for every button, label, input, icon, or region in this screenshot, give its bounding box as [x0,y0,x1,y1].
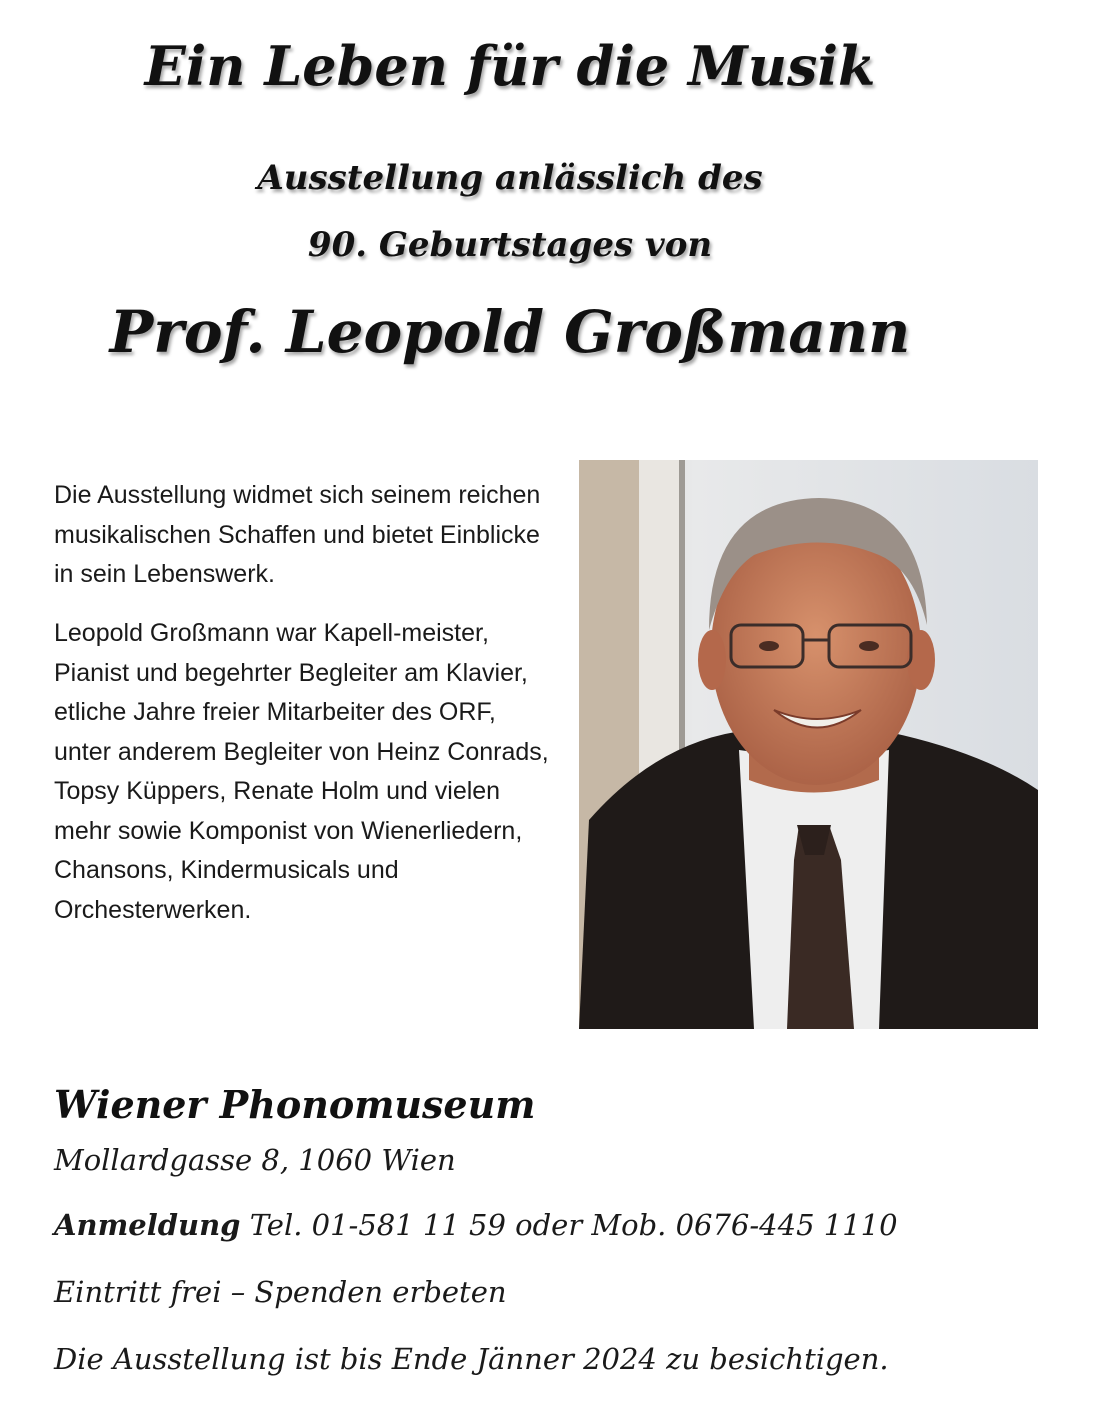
museum-address: Mollardgasse 8, 1060 Wien [54,1143,456,1177]
biography-paragraph: Leopold Großmann war Kapell-meister, Pianist und begehrter Begleiter am Klavier, etliche Jahre freier Mitarbeiter des ORF, unter anderem Begleiter von Heinz Conrads, Topsy Küppers, Renate Holm und vielen mehr sowie Komponist von Wienerliedern, Chansons, Kindermusicals und Orchesterwerken. [54,619,549,924]
subtitle-line-1: Ausstellung anlässlich des [257,158,763,198]
subtitle-line-2: 90. Geburtstages von [307,225,713,265]
registration-details: Tel. 01-581 11 59 oder Mob. 0676-445 1110 [249,1208,898,1242]
museum-name: Wiener Phonomuseum [54,1082,536,1127]
registration-line [54,1208,898,1242]
admission-info: Eintritt frei – Spenden erbeten [54,1275,507,1309]
page-title: Ein Leben für die Musik [144,34,876,98]
registration-label: Anmeldung [54,1208,241,1242]
intro-paragraph: Die Ausstellung widmet sich seinem reichen musikalischen Schaffen und bietet Einblicke in sein Lebenswerk. [54,481,541,588]
honoree-name: Prof. Leopold Großmann [109,298,911,366]
portrait-photo [579,460,1038,1029]
exhibition-duration: Die Ausstellung ist bis Ende Jänner 2024 zu besichtigen. [54,1342,889,1376]
